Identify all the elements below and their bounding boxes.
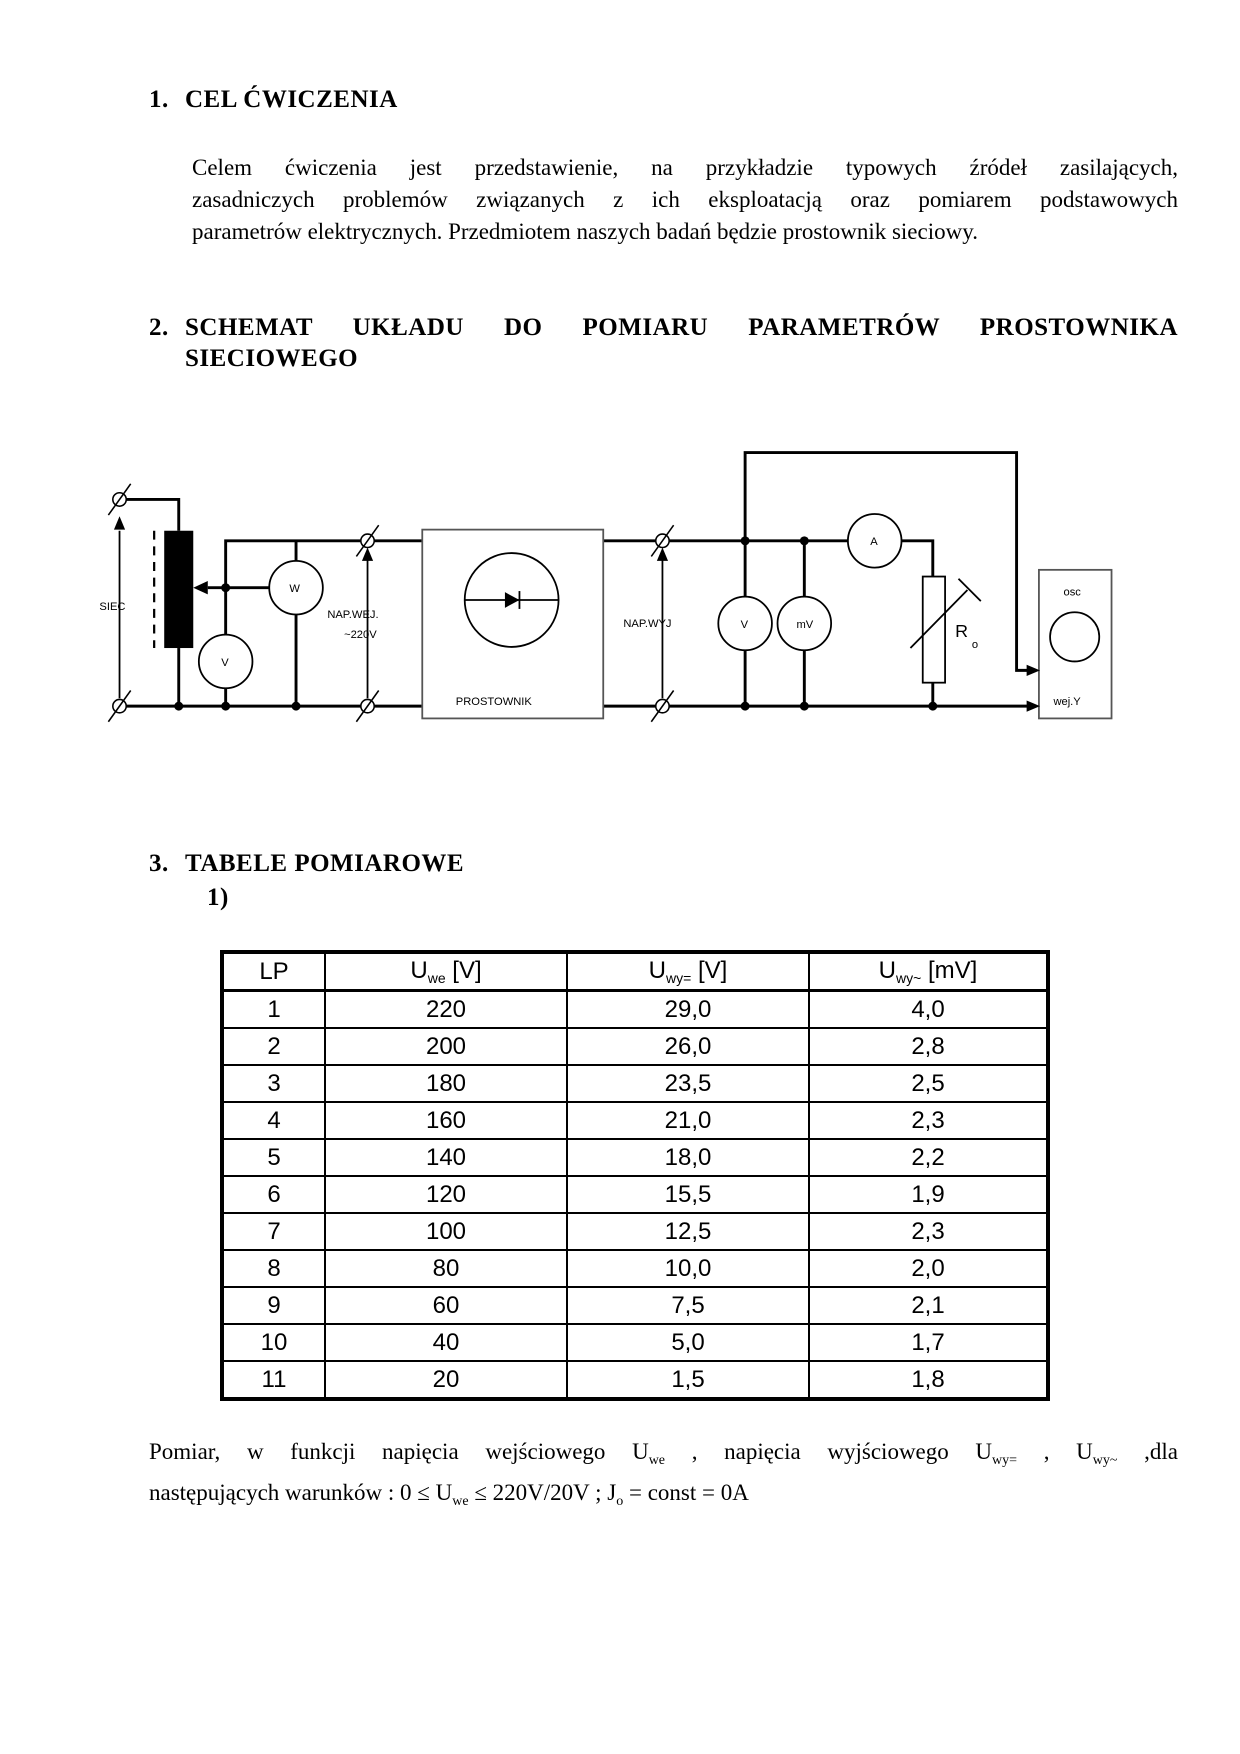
cell-uwe: 200 [325,1028,567,1065]
siec-label: SIEC [99,601,126,614]
cell-uwy-ac: 2,5 [809,1065,1048,1102]
voltmeter-in-label: V [221,656,229,669]
nap-wej-value: ~220V [344,628,377,641]
cell-uwy-ac: 1,8 [809,1361,1048,1399]
table-row [222,1139,1048,1176]
cell-uwe: 20 [325,1361,567,1399]
section-title-cont: SIECIOWEGO [185,345,359,372]
measurement-note [149,1436,1178,1518]
cell-uwy-dc: 21,0 [567,1102,809,1139]
cell-lp: 7 [222,1213,325,1250]
cell-uwe: 220 [325,991,567,1029]
section-2-heading [149,314,1178,373]
wattmeter-label: W [289,583,300,596]
cell-lp: 2 [222,1028,325,1065]
transformer-core [164,531,193,648]
cell-lp: 4 [222,1102,325,1139]
cell-lp: 11 [222,1361,325,1399]
rectifier-label: PROSTOWNIK [455,696,532,709]
cell-lp: 6 [222,1176,325,1213]
cell-uwe: 160 [325,1102,567,1139]
cell-uwe: 120 [325,1176,567,1213]
cell-uwy-ac: 2,3 [809,1102,1048,1139]
resistor-label: R [955,620,969,641]
cell-uwy-ac: 2,8 [809,1028,1048,1065]
cell-uwe: 60 [325,1287,567,1324]
cell-uwe: 140 [325,1139,567,1176]
cell-uwy-dc: 1,5 [567,1361,809,1399]
cell-uwy-ac: 2,1 [809,1287,1048,1324]
cell-uwy-ac: 4,0 [809,991,1048,1029]
diode-icon [505,592,520,608]
cell-uwy-ac: 2,0 [809,1250,1048,1287]
cell-uwe: 80 [325,1250,567,1287]
header-uwe: $U_{we}$ [V] [325,952,567,991]
paragraph-line: zasadniczych problemów związanych z ich eksploatacją oraz pomiarem podstawowych [192,187,1178,212]
note-line-1: Pomiar, w funkcji napięcia wejściowego $U_{we}$ , napięcia wyjściowego $U_{wy=}$ , $U_{wy\sim}$ ,dla [149,1439,1178,1468]
cell-uwy-ac: 1,9 [809,1176,1048,1213]
cell-uwy-ac: 2,2 [809,1139,1048,1176]
section-title: TABELE POMIAROWE [185,850,465,877]
cell-uwy-ac: 1,7 [809,1324,1048,1361]
paragraph-line: parametrów elektrycznych. Przedmiotem naszych badań będzie prostownik sieciowy. [192,219,978,244]
table-row [222,991,1048,1029]
cell-uwy-dc: 10,0 [567,1250,809,1287]
table-number: 1) [207,884,229,911]
cell-uwy-dc: 29,0 [567,991,809,1029]
ammeter-label: A [870,536,878,549]
measurement-table [220,950,1050,1401]
section-number: 3. [149,850,169,877]
nap-wyj-label: NAP.WYJ [623,617,672,630]
section-1-heading [149,86,398,114]
table-row [222,1250,1048,1287]
section-title: SCHEMAT UKŁADU DO POMIARU PARAMETRÓW PROSTOWNIKA [185,314,1178,341]
circuit-diagram [0,420,1240,780]
paragraph-line: Celem ćwiczenia jest przedstawienie, na przykładzie typowych źródeł zasilających, [192,155,1178,180]
cell-uwy-ac: 2,3 [809,1213,1048,1250]
cell-uwy-dc: 7,5 [567,1287,809,1324]
cell-uwy-dc: 18,0 [567,1139,809,1176]
header-uwy-ac: $U_{wy\sim}$ [mV] [809,952,1048,991]
wire [126,499,179,530]
table-row [222,1213,1048,1250]
cell-lp: 9 [222,1287,325,1324]
cell-uwe: 100 [325,1213,567,1250]
cell-uwy-dc: 23,5 [567,1065,809,1102]
cell-lp: 3 [222,1065,325,1102]
table-row [222,1324,1048,1361]
section-title: CEL ĆWICZENIA [185,86,398,113]
osc-label: osc [1063,586,1081,599]
table-row [222,1102,1048,1139]
table-header-row [222,952,1048,991]
cell-uwy-dc: 15,5 [567,1176,809,1213]
table-row [222,1176,1048,1213]
table-row [222,1028,1048,1065]
header-lp: LP [222,952,325,991]
osc-input-label: wej.Y [1053,696,1081,709]
section-number: 2. [149,314,169,341]
section-3-heading [149,850,464,878]
cell-lp: 10 [222,1324,325,1361]
resistor-sub: o [971,639,979,652]
voltmeter-out-label: V [740,618,749,631]
cell-uwe: 40 [325,1324,567,1361]
header-uwy-dc: $U_{wy=}$ [V] [567,952,809,991]
table-row [222,1065,1048,1102]
cell-lp: 5 [222,1139,325,1176]
cell-lp: 8 [222,1250,325,1287]
note-line-2: następujących warunków : $0 \le U_{we} \le 220V/20V$ ; $J_o$ = const = 0A [149,1480,749,1509]
cell-lp: 1 [222,991,325,1029]
cell-uwy-dc: 12,5 [567,1213,809,1250]
cell-uwe: 180 [325,1065,567,1102]
millivoltmeter-label: mV [796,618,814,631]
cell-uwy-dc: 26,0 [567,1028,809,1065]
cell-uwy-dc: 5,0 [567,1324,809,1361]
table-row [222,1287,1048,1324]
goal-paragraph [192,152,1178,248]
table-row [222,1361,1048,1399]
section-number: 1. [149,86,169,113]
nap-wej-label: NAP.WEJ. [327,608,379,621]
